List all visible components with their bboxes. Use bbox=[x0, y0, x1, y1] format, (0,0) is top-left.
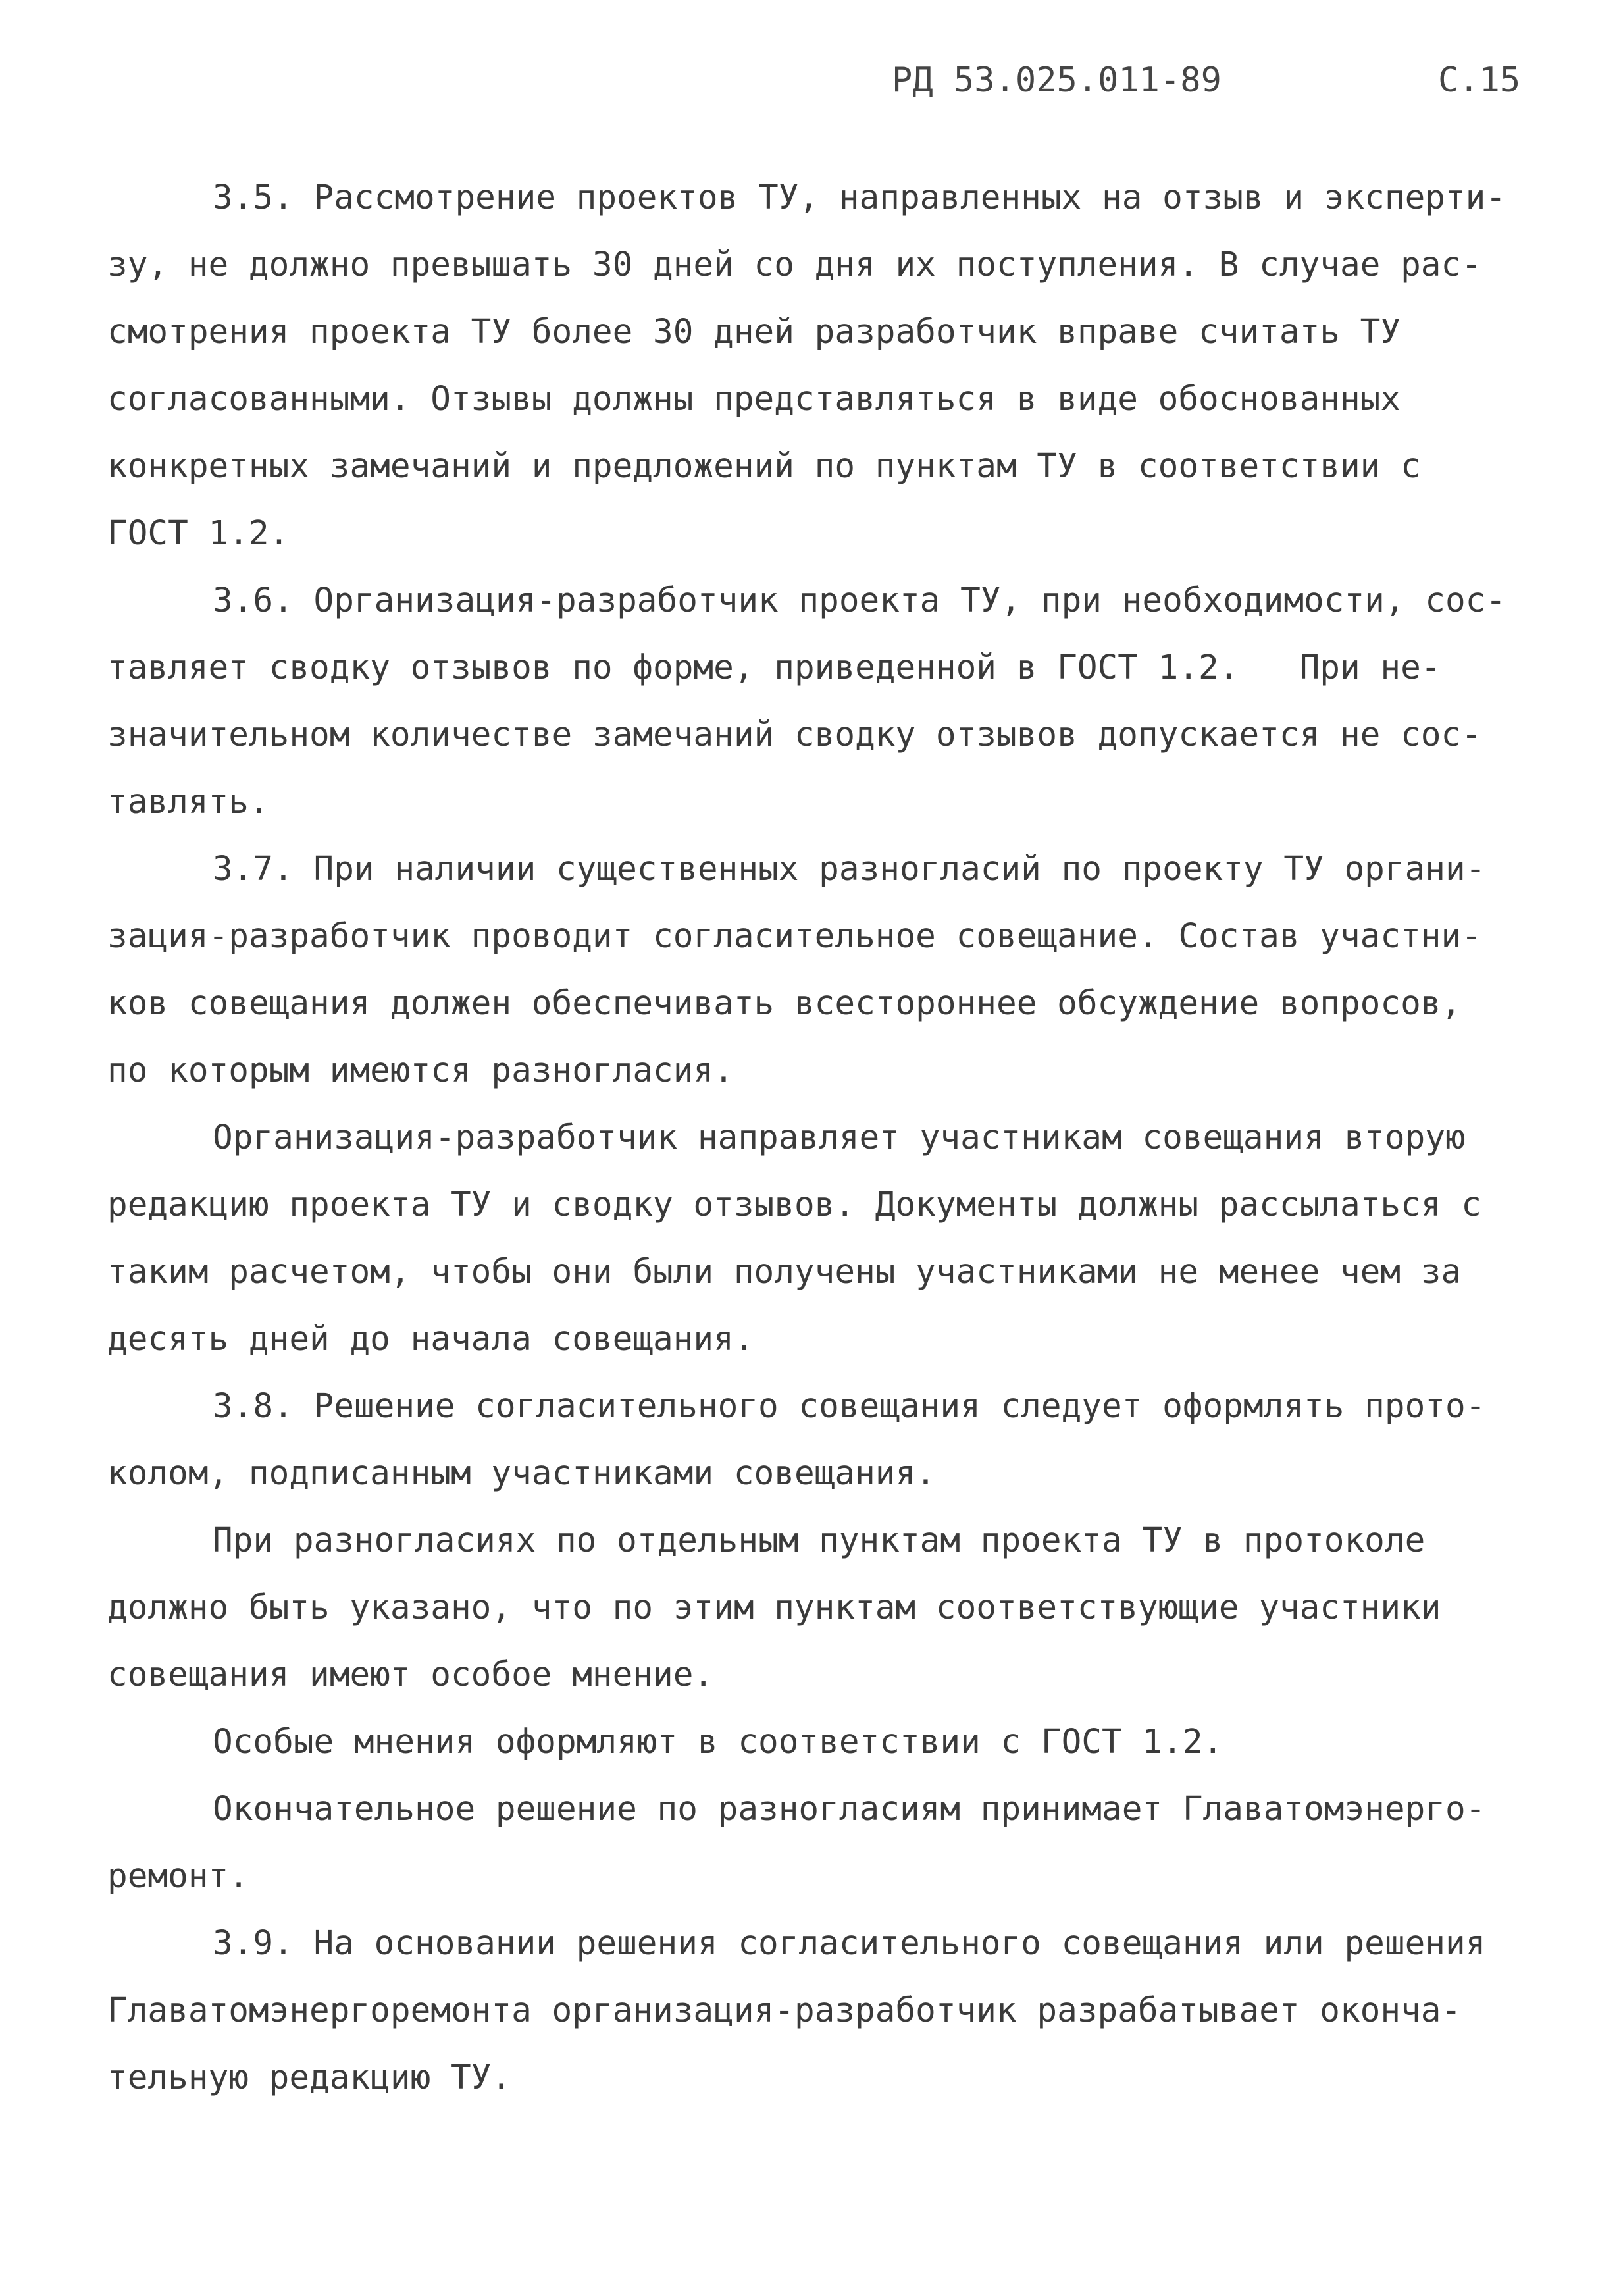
text-line: Главатомэнергоремонта организация-разработчик разрабатывает оконча- bbox=[107, 1991, 1462, 2030]
paragraph-3-8-special-opinions bbox=[107, 1709, 1522, 1776]
text-line: значительном количестве замечаний сводку отзывов допускается не сос- bbox=[107, 716, 1481, 754]
paragraph-3-6 bbox=[107, 567, 1522, 836]
text-line: 3.6. Организация-разработчик проекта ТУ, при необходимости, сос- bbox=[213, 581, 1506, 620]
text-line: должно быть указано, что по этим пунктам соответствующие участники bbox=[107, 1588, 1441, 1627]
text-line: совещания имеют особое мнение. bbox=[107, 1656, 714, 1694]
text-line: ков совещания должен обеспечивать всестороннее обсуждение вопросов, bbox=[107, 984, 1462, 1023]
page-number: С.15 bbox=[1438, 61, 1521, 100]
text-line: согласованными. Отзывы должны представляться в виде обоснованных bbox=[107, 380, 1401, 419]
text-line: десять дней до начала совещания. bbox=[107, 1320, 754, 1359]
text-line: таким расчетом, чтобы они были получены участниками не менее чем за bbox=[107, 1253, 1462, 1292]
text-line: тавлять. bbox=[107, 783, 269, 822]
paragraph-3-9 bbox=[107, 1910, 1522, 2112]
paragraph-3-8 bbox=[107, 1373, 1522, 1507]
text-line: тавляет сводку отзывов по форме, приведенной в ГОСТ 1.2. При не- bbox=[107, 648, 1441, 687]
text-line: Организация-разработчик направляет участникам совещания вторую bbox=[213, 1118, 1466, 1157]
text-line: 3.7. При наличии существенных разногласий по проекту ТУ органи- bbox=[213, 850, 1486, 889]
document-code: РД 53.025.011-89 bbox=[892, 61, 1222, 100]
text-line: редакцию проекта ТУ и сводку отзывов. Документы должны рассылаться с bbox=[107, 1186, 1481, 1224]
text-line: Особые мнения оформляют в соответствии с ГОСТ 1.2. bbox=[213, 1723, 1223, 1761]
text-line: тельную редакцию ТУ. bbox=[107, 2058, 512, 2097]
text-line: зация-разработчик проводит согласительное совещание. Состав участни- bbox=[107, 917, 1481, 956]
paragraph-3-7-continued bbox=[107, 1105, 1522, 1373]
text-line: по которым имеются разногласия. bbox=[107, 1051, 734, 1090]
text-line: конкретных замечаний и предложений по пунктам ТУ в соответствии с bbox=[107, 447, 1421, 486]
page-header bbox=[0, 61, 1621, 113]
paragraph-3-8-final-decision bbox=[107, 1776, 1522, 1910]
document-body bbox=[107, 165, 1522, 2112]
paragraph-3-5 bbox=[107, 165, 1522, 567]
text-line: смотрения проекта ТУ более 30 дней разработчик вправе считать ТУ bbox=[107, 313, 1401, 352]
text-line: При разногласиях по отдельным пунктам проекта ТУ в протоколе bbox=[213, 1521, 1426, 1560]
paragraph-3-7 bbox=[107, 836, 1522, 1105]
text-line: зу, не должно превышать 30 дней со дня их поступления. В случае рас- bbox=[107, 246, 1481, 284]
text-line: 3.5. Рассмотрение проектов ТУ, направленных на отзыв и эксперти- bbox=[213, 178, 1506, 217]
text-line: колом, подписанным участниками совещания. bbox=[107, 1454, 936, 1493]
text-line: ГОСТ 1.2. bbox=[107, 514, 290, 553]
text-line: ремонт. bbox=[107, 1857, 249, 1896]
text-line: 3.9. На основании решения согласительного совещания или решения bbox=[213, 1924, 1486, 1963]
text-line: 3.8. Решение согласительного совещания следует оформлять прото- bbox=[213, 1387, 1486, 1426]
paragraph-3-8-disagreements bbox=[107, 1507, 1522, 1709]
text-line: Окончательное решение по разногласиям принимает Главатомэнерго- bbox=[213, 1790, 1486, 1829]
